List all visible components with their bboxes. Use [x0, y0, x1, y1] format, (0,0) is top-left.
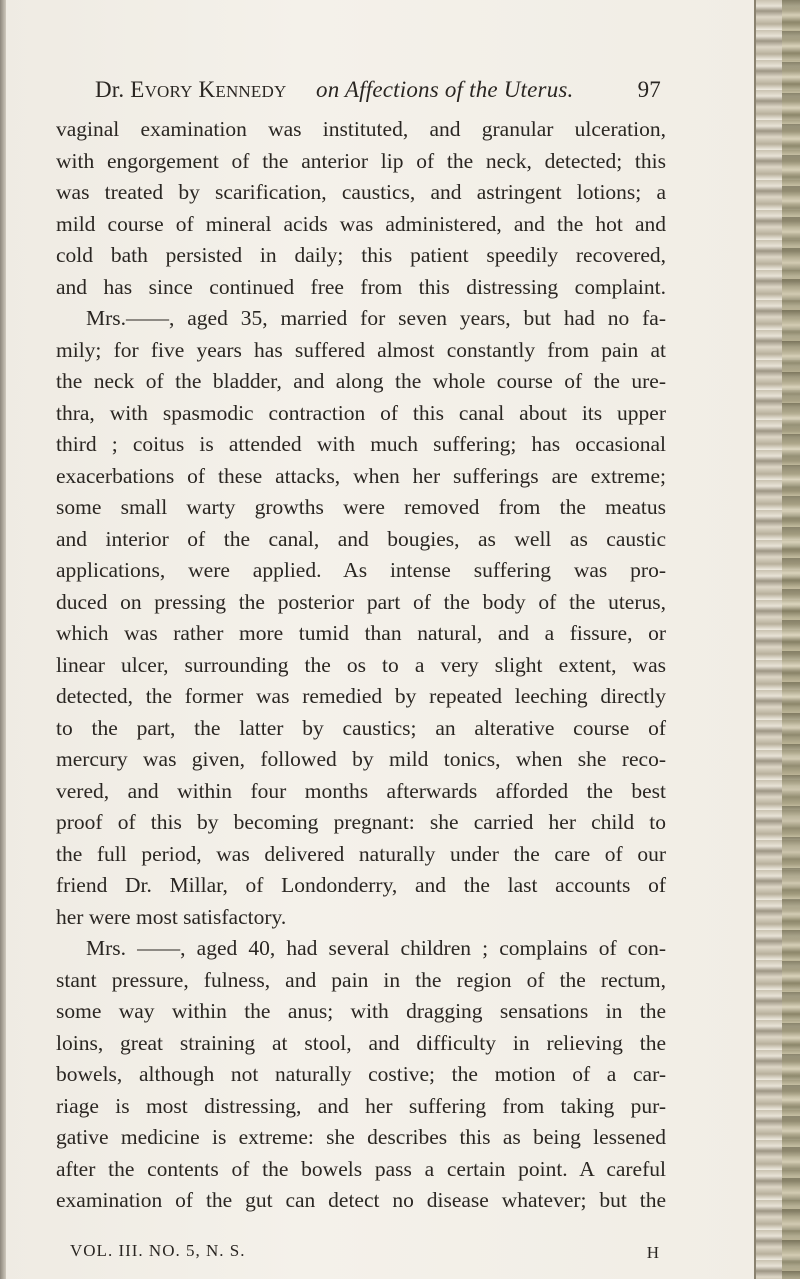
text-line: with engorgement of the anterior lip of the neck, detected; this [56, 148, 666, 173]
text-line: her were most satisfactory. [56, 904, 287, 929]
text-line: detected, the former was remedied by repeated leeching directly [56, 684, 666, 708]
text-line: exacerbations of these attacks, when her sufferings are extreme; [56, 463, 666, 488]
page-left-edge [0, 0, 6, 1279]
text-line: the full period, was delivered naturally under the care of our [56, 841, 666, 866]
text-line: proof of this by becoming pregnant: she carried her child to [56, 810, 666, 834]
text-line: Mrs.——, aged 35, married for seven years, but had no fa- [86, 306, 666, 330]
text-line: applications, were applied. As intense suffering was pro- [56, 558, 666, 582]
text-line: duced on pressing the posterior part of the body of the uterus, [56, 589, 666, 614]
text-line: friend Dr. Millar, of Londonderry, and the last accounts of [56, 873, 666, 897]
text-line: examination of the gut can detect no disease whatever; but the [56, 1188, 666, 1212]
text-line: mild course of mineral acids was administered, and the hot and [56, 211, 666, 236]
text-line: stant pressure, fulness, and pain in the region of the rectum, [56, 967, 666, 992]
header-title: on Affections of the Uterus. [316, 77, 574, 102]
text-line: after the contents of the bowels pass a certain point. A careful [56, 1156, 666, 1181]
running-header [95, 77, 661, 111]
text-line: and has since continued free from this distressing complaint. [56, 274, 666, 299]
binding-spine [782, 0, 800, 1279]
text-line: cold bath persisted in daily; this patient speedily recovered, [56, 243, 666, 267]
text-line: was treated by scarification, caustics, and astringent lotions; a [56, 180, 666, 204]
text-line: riage is most distressing, and her suffering from taking pur- [56, 1093, 666, 1118]
text-line: Mrs. ——, aged 40, had several children ; complains of con- [86, 936, 666, 960]
text-line: mily; for five years has suffered almost constantly from pain at [56, 337, 666, 362]
text-line: linear ulcer, surrounding the os to a very slight extent, was [56, 652, 666, 677]
text-line: thra, with spasmodic contraction of this canal about its upper [56, 400, 666, 425]
text-line: some way within the anus; with dragging sensations in the [56, 999, 666, 1023]
header-author: Dr. EVORY KENNEDY [95, 77, 287, 102]
text-line: some small warty growths were removed from the meatus [56, 495, 666, 519]
text-line: which was rather more tumid than natural, and a fissure, or [56, 621, 666, 645]
text-line: loins, great straining at stool, and difficulty in relieving the [56, 1030, 666, 1055]
text-line: mercury was given, followed by mild tonics, when she reco- [56, 747, 666, 771]
text-line: and interior of the canal, and bougies, as well as caustic [56, 526, 666, 551]
text-line: bowels, although not naturally costive; the motion of a car- [56, 1062, 666, 1086]
text-line: gative medicine is extreme: she describes this as being lessened [56, 1125, 666, 1149]
volume-signature: VOL. III. NO. 5, N. S. [70, 1241, 246, 1260]
text-line: to the part, the latter by caustics; an alterative course of [56, 715, 666, 740]
book-binding [754, 0, 800, 1279]
text-line: the neck of the bladder, and along the whole course of the ure- [56, 369, 666, 393]
page-footer [70, 1241, 660, 1267]
text-line: third ; coitus is attended with much suffering; has occasional [56, 432, 666, 456]
signature-mark: H [646, 1243, 660, 1262]
page-number: 97 [637, 77, 661, 102]
text-line: vaginal examination was instituted, and granular ulceration, [56, 117, 666, 141]
body-text [56, 114, 666, 1217]
text-line: vered, and within four months afterwards afforded the best [56, 778, 666, 803]
